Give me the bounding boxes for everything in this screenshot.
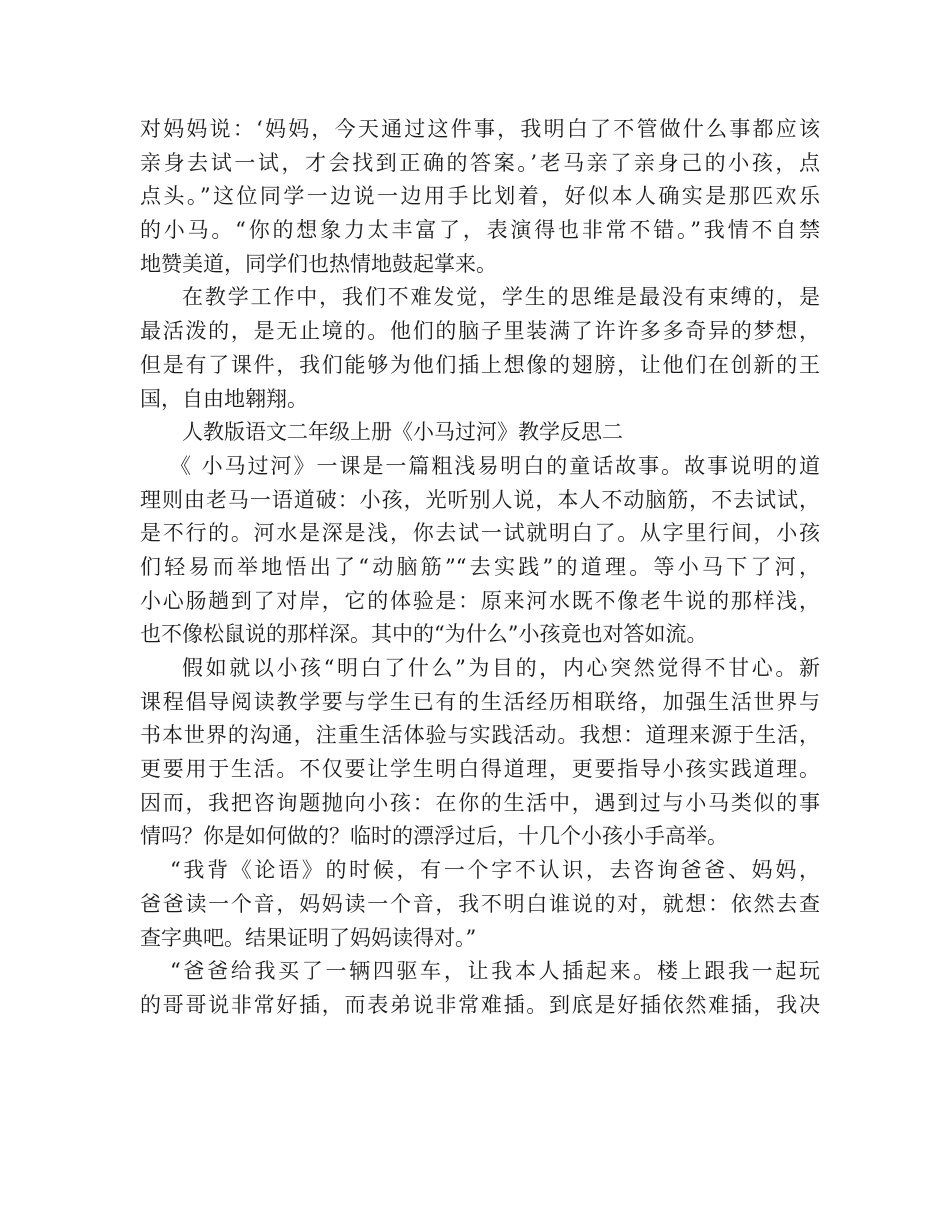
text-line: 《 小马过河》一课是一篇粗浅易明白的童话故事。故事说明的道 bbox=[170, 453, 820, 478]
text-line: 爸爸读一个音，妈妈读一个音，我不明白谁说的对，就想：依然去查 bbox=[140, 891, 820, 916]
text-line: 是不行的。河水是深是浅，你去试一试就明白了。从字里行间，小孩 bbox=[140, 521, 820, 546]
text-line: 课程倡导阅读教学要与学生已有的生活经历相联络，加强生活世界与 bbox=[140, 689, 820, 714]
text-line: 情吗？你是如何做的？临时的漂浮过后，十几个小孩小手高举。 bbox=[140, 824, 728, 849]
text-line: 亲身去试一试，才会找到正确的答案。’老马亲了亲身己的小孩，点 bbox=[140, 150, 820, 175]
text-line: “爸爸给我买了一辆四驱车，让我本人插起来。楼上跟我一起玩 bbox=[170, 959, 820, 984]
text-line: 点头。”这位同学一边说一边用手比划着，好似本人确实是那匹欢乐 bbox=[140, 184, 820, 209]
text-line: 书本世界的沟通，注重生活体验与实践活动。我想：道理来源于生活， bbox=[140, 723, 820, 748]
text-line: 最活泼的，是无止境的。他们的脑子里装满了许许多多奇异的梦想， bbox=[140, 319, 820, 344]
text-line: “我背《论语》的时候，有一个字不认识，去咨询爸爸、妈妈， bbox=[170, 858, 820, 883]
text-line: 也不像松鼠说的那样深。其中的“为什么”小孩竟也对答如流。 bbox=[140, 622, 708, 647]
text-line: 因而，我把咨询题抛向小孩：在你的生活中，遇到过与小马类似的事 bbox=[140, 790, 820, 815]
text-line: 小心肠趟到了对岸，它的体验是：原来河水既不像老牛说的那样浅， bbox=[140, 588, 820, 613]
text-line: 假如就以小孩“明白了什么”为目的，内心突然觉得不甘心。新 bbox=[182, 656, 820, 680]
text-line: 们轻易而举地悟出了“动脑筋”“去实践”的道理。等小马下了河， bbox=[140, 554, 820, 579]
text-line: 的小马。“你的想象力太丰富了，表演得也非常不错。”我情不自禁 bbox=[140, 218, 820, 243]
text-line: 在教学工作中，我们不难发觉，学生的思维是最没有束缚的，是 bbox=[182, 285, 820, 310]
text-line: 地赞美道，同学们也热情地鼓起掌来。 bbox=[140, 251, 497, 276]
text-line: 但是有了课件，我们能够为他们插上想像的翅膀，让他们在创新的王 bbox=[140, 352, 820, 377]
section-heading: 人教版语文二年级上册《小马过河》教学反思二 bbox=[182, 420, 623, 445]
text-line: 理则由老马一语道破：小孩，光听别人说，本人不动脑筋，不去试试， bbox=[140, 487, 820, 512]
text-line: 的哥哥说非常好插，而表弟说非常难插。到底是好插依然难插，我决 bbox=[140, 992, 820, 1017]
text-line: 对妈妈说：‘妈妈，今天通过这件事，我明白了不管做什么事都应该 bbox=[140, 117, 820, 141]
document-body bbox=[140, 113, 820, 1023]
text-line: 更要用于生活。不仅要让学生明白得道理，更要指导小孩实践道理。 bbox=[140, 757, 820, 782]
text-line: 国，自由地翱翔。 bbox=[140, 386, 308, 411]
text-line: 查字典吧。结果证明了妈妈读得对。” bbox=[140, 925, 477, 950]
